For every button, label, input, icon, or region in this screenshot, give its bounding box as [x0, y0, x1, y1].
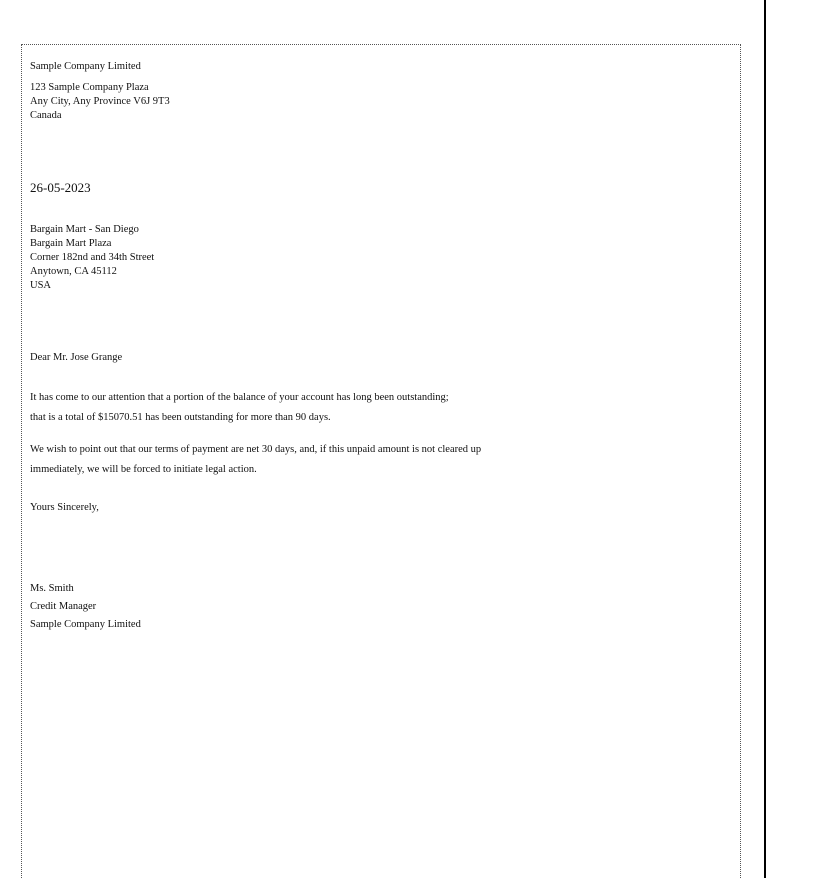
window-edge-divider — [764, 0, 766, 878]
recipient-country: USA — [30, 280, 52, 291]
sender-country: Canada — [30, 110, 62, 121]
recipient-line-2: Corner 182nd and 34th Street — [30, 252, 155, 263]
body-paragraph-1-line-1: It has come to our attention that a portion of the balance of your account has long been outstanding; — [30, 392, 449, 403]
signature-title: Credit Manager — [30, 601, 97, 612]
recipient-line-3: Anytown, CA 45112 — [30, 266, 117, 277]
closing: Yours Sincerely, — [30, 502, 99, 513]
signature-name: Ms. Smith — [30, 583, 74, 594]
body-paragraph-1-line-2: that is a total of $15070.51 has been outstanding for more than 90 days. — [30, 412, 331, 423]
signature-company: Sample Company Limited — [30, 619, 141, 630]
sender-company: Sample Company Limited — [30, 61, 141, 72]
recipient-name: Bargain Mart - San Diego — [30, 224, 139, 235]
letter-page — [21, 44, 741, 878]
recipient-line-1: Bargain Mart Plaza — [30, 238, 112, 249]
body-paragraph-2-line-2: immediately, we will be forced to initiate legal action. — [30, 464, 257, 475]
letter-date: 26-05-2023 — [30, 180, 91, 195]
sender-address-line-1: 123 Sample Company Plaza — [30, 82, 149, 93]
body-paragraph-2-line-1: We wish to point out that our terms of payment are net 30 days, and, if this unpaid amount is not cleared up — [30, 444, 482, 455]
salutation: Dear Mr. Jose Grange — [30, 352, 123, 363]
sender-address-line-2: Any City, Any Province V6J 9T3 — [30, 96, 170, 107]
